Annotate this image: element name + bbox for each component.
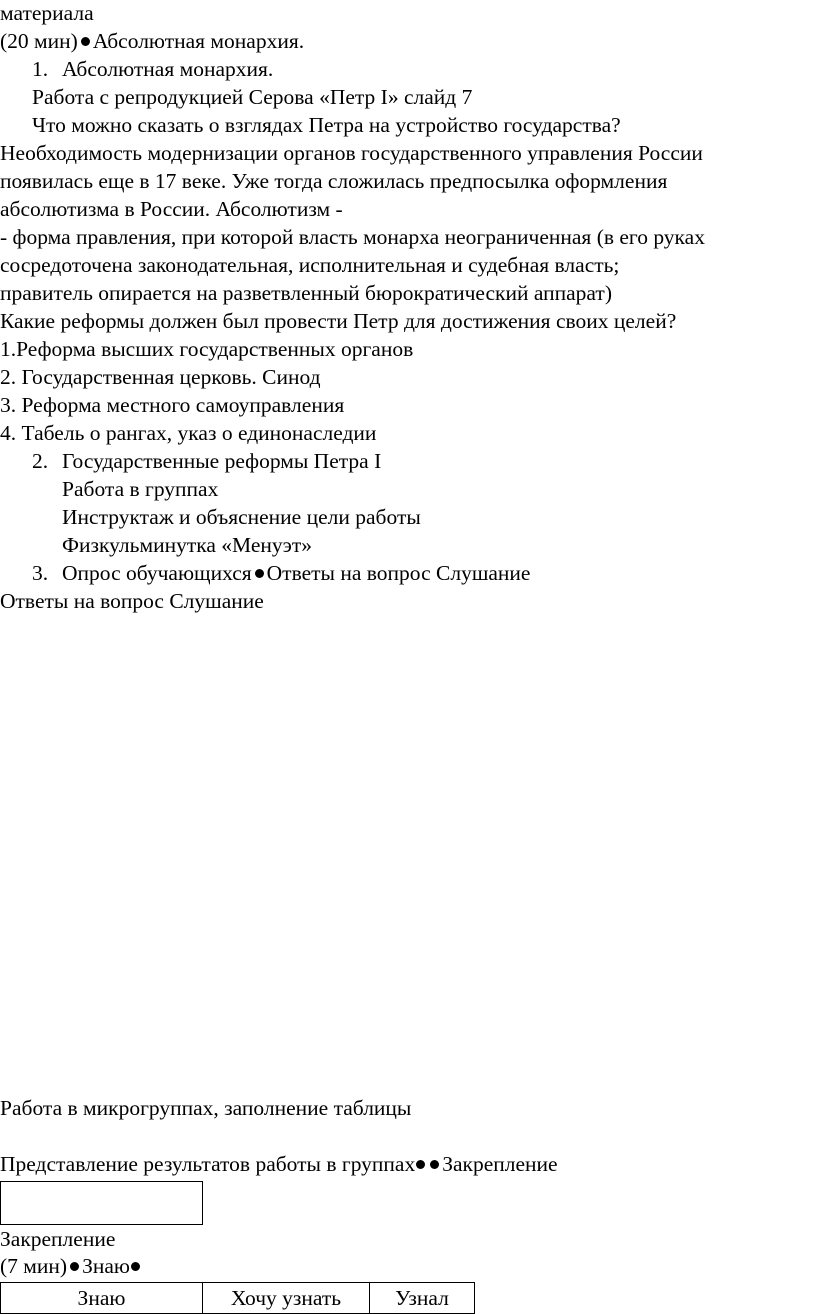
text: Опрос обучающихся — [62, 561, 252, 585]
text: Представление результатов работы в группах — [0, 1152, 416, 1176]
text-line — [0, 308, 676, 335]
text: появилась еще в 17 веке. Уже тогда сложилась предпосылка оформления — [0, 169, 668, 193]
bullet-icon — [430, 1160, 439, 1169]
list-number: 3. — [32, 561, 49, 585]
text: Государственные реформы Петра I — [62, 449, 382, 473]
text-line — [0, 252, 619, 279]
text: Физкульминутка «Менуэт» — [62, 533, 313, 557]
text: (20 мин) — [0, 29, 78, 53]
text-line — [0, 1095, 411, 1122]
text: 2. Государственная церковь. Синод — [0, 365, 321, 389]
text-line — [0, 1226, 115, 1253]
text-line — [0, 140, 703, 167]
text-line — [0, 224, 705, 251]
text: Какие реформы должен был провести Петр для достижения своих целей? — [0, 309, 677, 333]
list-item — [32, 448, 381, 475]
bullet-icon — [255, 569, 264, 578]
bullet-icon — [131, 1262, 140, 1271]
text: правитель опирается на разветвленный бюрократический аппарат) — [0, 281, 612, 305]
text: Что можно сказать о взглядах Петра на устройство государства? — [32, 113, 621, 137]
text: 1.Реформа высших государственных органов — [0, 337, 414, 361]
table-header-cell: Узнал — [370, 1283, 475, 1314]
text-line — [0, 1151, 558, 1178]
list-item — [32, 56, 273, 83]
text: Абсолютная монархия. — [92, 29, 305, 53]
text: Абсолютная монархия. — [62, 57, 274, 81]
text-line — [62, 476, 218, 503]
text-line — [0, 364, 321, 391]
text: Инструктаж и объяснение цели работы — [62, 505, 421, 529]
text-line — [0, 336, 413, 363]
empty-table-cell — [0, 1181, 203, 1225]
list-number: 1. — [32, 57, 49, 81]
text: сосредоточена законодательная, исполнительная и судебная власть; — [0, 253, 620, 277]
text-line — [0, 392, 344, 419]
text: Работа в группах — [62, 477, 219, 501]
bullet-icon — [81, 37, 90, 46]
text: Ответы на вопрос Слушание — [0, 589, 264, 613]
text-line — [0, 196, 343, 223]
bullet-icon — [70, 1262, 79, 1271]
text: Закрепление — [442, 1152, 558, 1176]
text-line — [62, 504, 421, 531]
text: 3. Реформа местного самоуправления — [0, 393, 345, 417]
text-line — [0, 280, 612, 307]
list-number: 2. — [32, 449, 49, 473]
text: 4. Табель о рангах, указ о единонаследии — [0, 421, 377, 445]
list-item — [32, 560, 530, 587]
text-line — [0, 168, 667, 195]
text: абсолютизма в России. Абсолютизм - — [0, 197, 343, 221]
text-line — [0, 588, 264, 615]
text-line — [32, 84, 472, 111]
text: Работа в микрогруппах, заполнение таблицы — [0, 1096, 412, 1120]
text: Ответы на вопрос Слушание — [266, 561, 531, 585]
text-line — [0, 28, 304, 55]
text-line — [0, 0, 94, 27]
kwl-table — [0, 1282, 475, 1314]
table-header-cell: Хочу узнать — [203, 1283, 370, 1314]
table-row — [1, 1283, 475, 1314]
table-header-cell: Знаю — [1, 1283, 203, 1314]
text: Работа с репродукцией Серова «Петр I» слайд 7 — [32, 85, 473, 109]
text: Необходимость модернизации органов государственного управления России — [0, 141, 703, 165]
text: материала — [0, 1, 94, 25]
text: Знаю — [82, 1254, 130, 1278]
text-line — [0, 1253, 142, 1280]
text: (7 мин) — [0, 1254, 68, 1278]
text: Закрепление — [0, 1227, 116, 1251]
text-line — [32, 112, 621, 139]
bullet-icon — [416, 1160, 425, 1169]
text: - форма правления, при которой власть монарха неограниченная (в его руках — [0, 225, 705, 249]
text-line — [0, 420, 376, 447]
text-line — [62, 532, 312, 559]
